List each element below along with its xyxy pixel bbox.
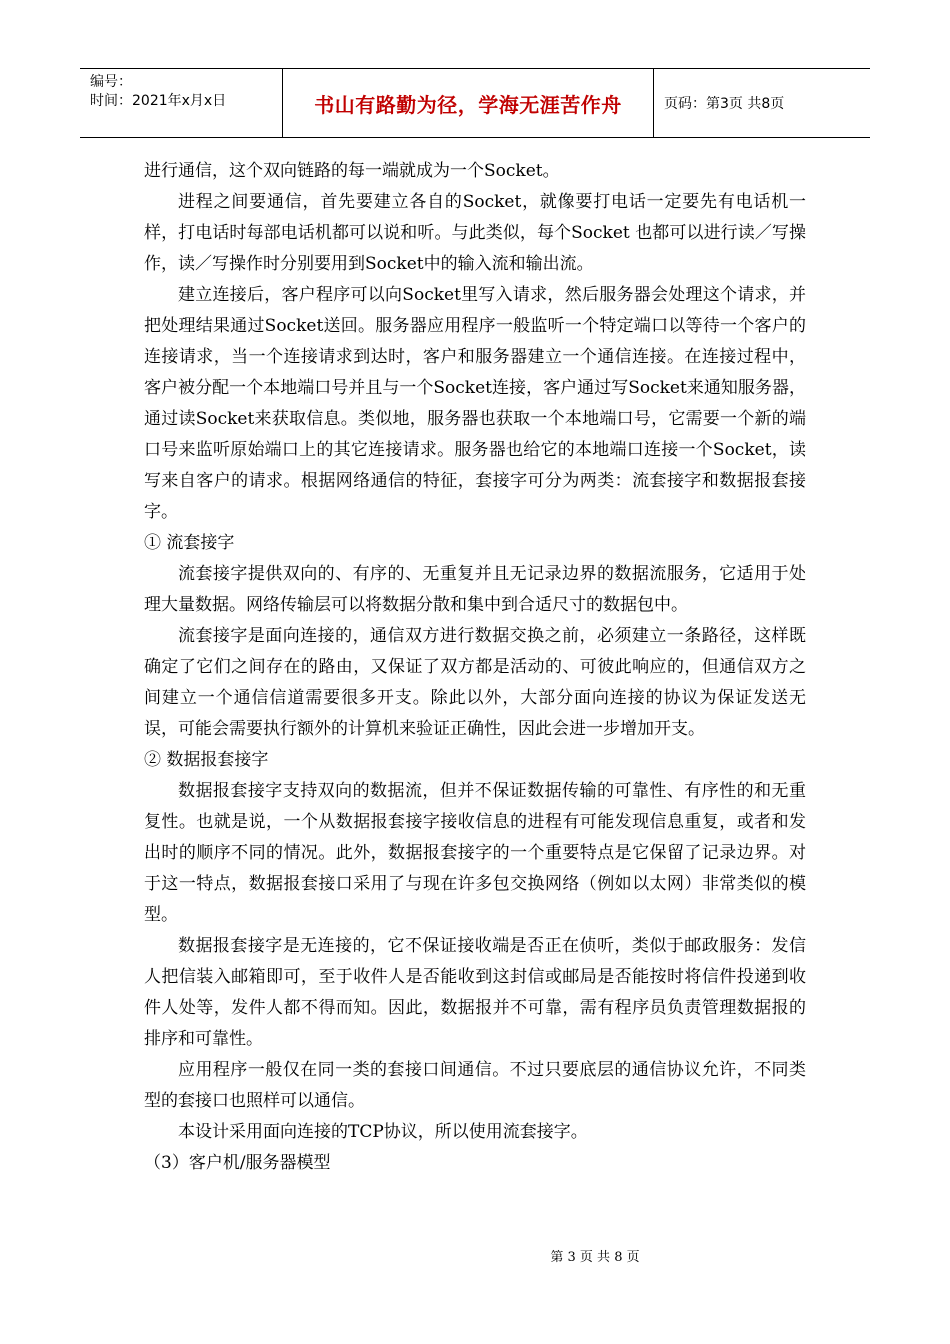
paragraph: 本设计采用面向连接的TCP协议，所以使用流套接字。 xyxy=(178,1122,588,1142)
paragraph: 建立连接后，客户程序可以向Socket里写入请求，然后服务器会处理这个请求，并把处理结果通过Socket送回。服务器应用程序一般监听一个特定端口以等待一个客户的连接请求，当一个连接请求到达时，客户和服务器建立一个通信连接。在连接过程中，客户被分配一个本地端口号并且与一个Socket连接，客户通过写Socket来通知服务器，通过读Socket来获取信息。类似地，服务器也获取一个本地端口号，它需要一个新的端口号来监听原始端口上的其它连接请求。服务器也给它的本地端口连接一个Socket，读写来自客户的请求。根据网络通信的特征，套接字可分为两类：流套接字和数据报套接字。 xyxy=(144,285,806,522)
section-heading-datagram-socket: ② 数据报套接字 xyxy=(144,750,269,770)
page-footer: 第 3 页 共 8 页 xyxy=(550,1250,640,1265)
header-motto: 书山有路勤为径，学海无涯苦作舟 xyxy=(314,92,622,117)
document-body xyxy=(144,156,806,1179)
paragraph: 流套接字是面向连接的，通信双方进行数据交换之前，必须建立一条路径，这样既确定了它们之间存在的路由，又保证了双方都是活动的、可彼此响应的，但通信双方之间建立一个通信信道需要很多开支。除此以外，大部分面向连接的协议为保证发送无误，可能会需要执行额外的计算机来验证正确性，因此会进一步增加开支。 xyxy=(144,626,806,739)
paragraph-continuation: 进行通信，这个双向链路的每一端就成为一个Socket。 xyxy=(144,161,560,181)
header-motto-cell xyxy=(282,69,654,137)
section-heading-stream-socket: ① 流套接字 xyxy=(144,533,235,553)
paragraph: 数据报套接字支持双向的数据流，但并不保证数据传输的可靠性、有序性的和无重复性。也就是说，一个从数据报套接字接收信息的进程有可能发现信息重复，或者和发出时的顺序不同的情况。此外，数据报套接字的一个重要特点是它保留了记录边界。对于这一特点，数据报套接口采用了与现在许多包交换网络（例如以太网）非常类似的模型。 xyxy=(144,781,806,925)
paragraph: 应用程序一般仅在同一类的套接口间通信。不过只要底层的通信协议允许，不同类型的套接口也照样可以通信。 xyxy=(144,1060,806,1111)
section-heading-client-server: （3）客户机/服务器模型 xyxy=(144,1153,331,1173)
paragraph: 进程之间要通信，首先要建立各自的Socket，就像要打电话一定要先有电话机一样，打电话时每部电话机都可以说和听。与此类似，每个Socket 也都可以进行读／写操作，读／写操作时分别要用到Socket中的输入流和输出流。 xyxy=(144,192,806,274)
paragraph: 数据报套接字是无连接的，它不保证接收端是否正在侦听，类似于邮政服务：发信人把信装入邮箱即可，至于收件人是否能收到这封信或邮局是否能按时将信件投递到收件人处等，发件人都不得而知。因此，数据报并不可靠，需有程序员负责管理数据报的排序和可靠性。 xyxy=(144,936,806,1049)
page-header xyxy=(80,68,870,138)
header-meta xyxy=(80,69,282,137)
document-number-label: 编号： xyxy=(90,74,132,90)
document-time-label: 时间：2021年x月x日 xyxy=(90,93,227,109)
header-page-cell xyxy=(654,69,870,137)
header-page-label: 页码：第3页 共8页 xyxy=(664,96,785,112)
paragraph: 流套接字提供双向的、有序的、无重复并且无记录边界的数据流服务，它适用于处理大量数据。网络传输层可以将数据分散和集中到合适尺寸的数据包中。 xyxy=(144,564,806,615)
